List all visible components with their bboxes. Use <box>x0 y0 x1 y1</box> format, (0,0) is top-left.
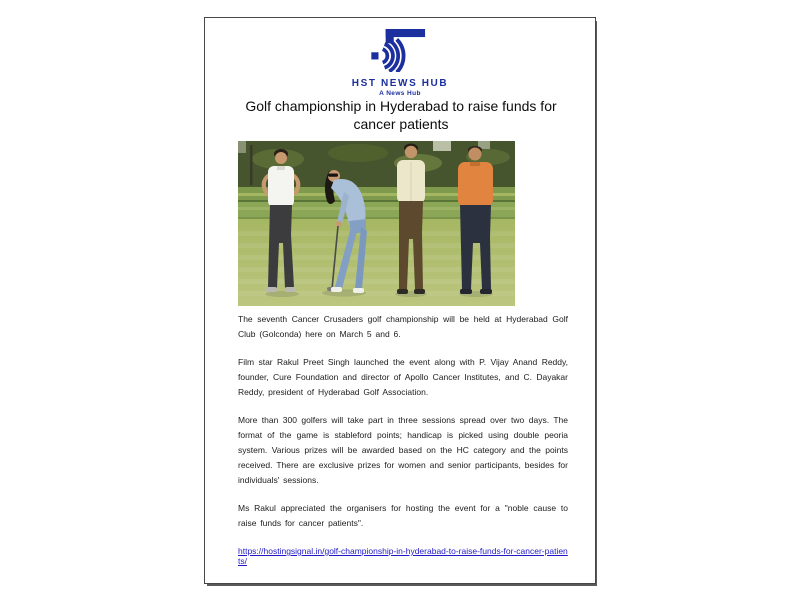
paragraph-1: The seventh Cancer Crusaders golf championship will be held at Hyderabad Golf Club (Golconda) here on March 5 and 6. <box>238 314 568 339</box>
paragraph-3: More than 300 golfers will take part in three sessions spread over two days. The format of the game is stableford points; handicap is picked using double peoria system. Various prizes will be awarded based on the HC category and the points received. There are exclusive prizes for women and senior participants, besides for individuals' sessions. <box>238 415 568 485</box>
article-body <box>238 312 568 569</box>
article-source-link[interactable]: https://hostingsignal.in/golf-championship-in-hyderabad-to-raise-funds-for-cancer-patients/ <box>238 546 568 566</box>
article-page <box>204 17 596 584</box>
logo-brand-text: HST NEWS HUB <box>351 78 449 89</box>
logo-tagline: A News Hub <box>379 90 421 97</box>
article-photo <box>238 141 515 306</box>
paragraph-4: Ms Rakul appreciated the organisers for hosting the event for a "noble cause to raise funds for cancer patients". <box>238 503 568 528</box>
logo <box>205 29 595 97</box>
paragraph-2: Film star Rakul Preet Singh launched the event along with P. Vijay Anand Reddy, founder, Cure Foundation and director of Apollo Cancer Institutes, and C. Dayakar Reddy, president of Hyderabad Golf Association. <box>238 357 568 397</box>
hst-news-hub-logo-icon <box>371 29 429 72</box>
article-headline: Golf championship in Hyderabad to raise funds for cancer patients <box>245 98 557 132</box>
golf-scene-image <box>238 141 515 306</box>
